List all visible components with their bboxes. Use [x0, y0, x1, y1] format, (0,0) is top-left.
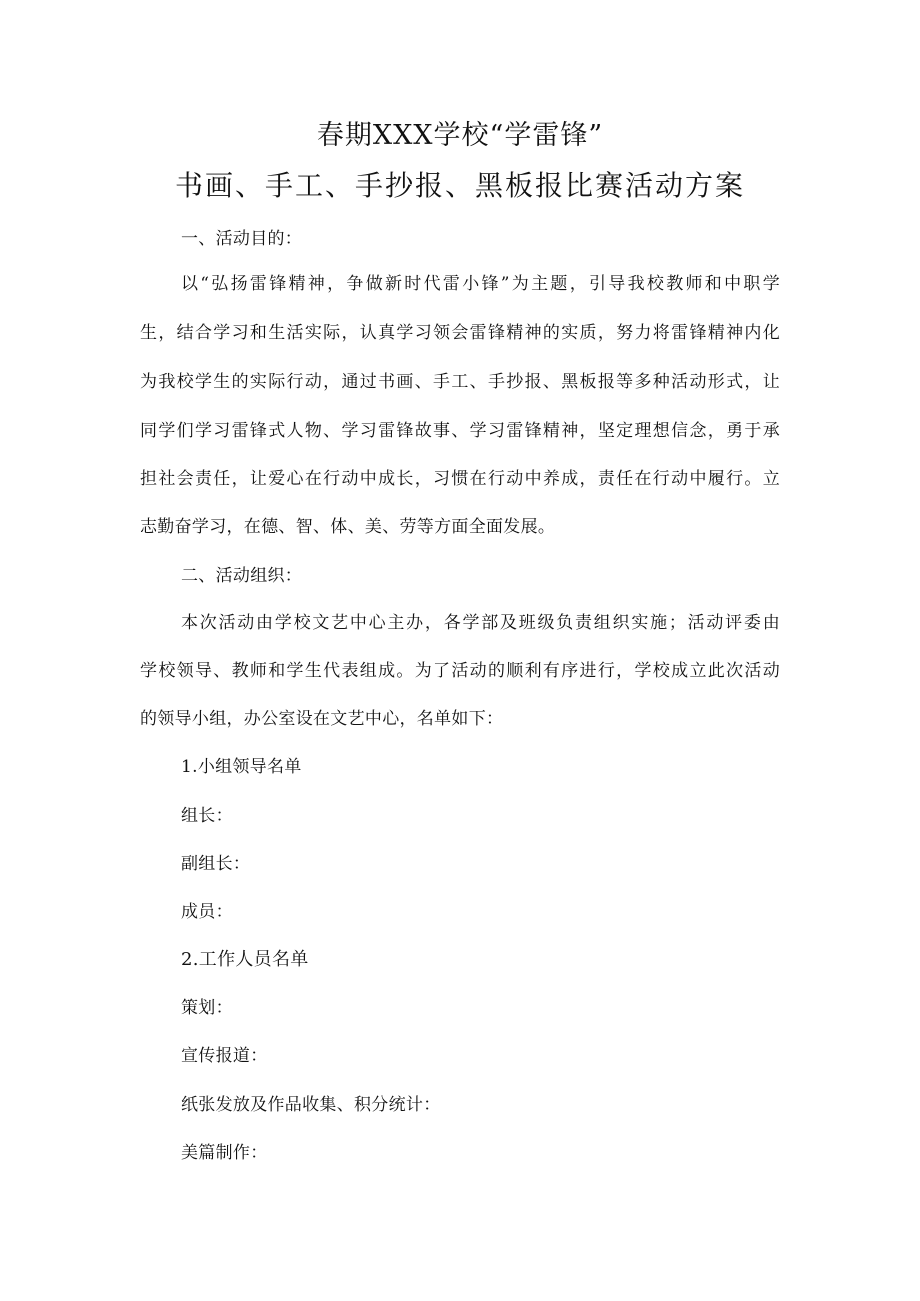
design-label: 美篇制作： — [181, 1143, 268, 1163]
section-1-line-3: 为我校学生的实际行动，通过书画、手工、手抄报、黑板报等多种活动形式，让 — [140, 372, 780, 392]
section-2-line-3: 的领导小组，办公室设在文艺中心，名单如下： — [140, 709, 504, 729]
section-1-line-1: 以“弘扬雷锋精神，争做新时代雷小锋”为主题，引导我校教师和中职学 — [181, 274, 780, 294]
publicity-label: 宣传报道： — [181, 1046, 268, 1066]
section-2-line-2: 学校领导、教师和学生代表组成。为了活动的顺利有序进行，学校成立此次活动 — [140, 661, 780, 681]
document-title-line-1: 春期XXX学校“学雷锋” — [316, 120, 604, 151]
group-leaders-heading: 1.小组领导名单 — [181, 757, 302, 777]
group-leader-label: 组长： — [181, 806, 233, 826]
paper-distribution-label: 纸张发放及作品收集、积分统计： — [181, 1095, 441, 1115]
section-1-line-4: 同学们学习雷锋式人物、学习雷锋故事、学习雷锋精神，坚定理想信念，勇于承 — [140, 421, 780, 441]
section-2-heading: 二、活动组织： — [181, 566, 303, 586]
planning-label: 策划： — [181, 998, 233, 1018]
section-1-heading: 一、活动目的： — [181, 229, 303, 249]
section-1-line-2: 生，结合学习和生活实际，认真学习领会雷锋精神的实质，努力将雷锋精神内化 — [140, 323, 780, 343]
section-2-line-1: 本次活动由学校文艺中心主办，各学部及班级负责组织实施；活动评委由 — [181, 613, 780, 633]
members-label: 成员： — [181, 902, 233, 922]
section-1-line-6: 志勤奋学习，在德、智、体、美、劳等方面全面发展。 — [140, 517, 556, 537]
staff-heading: 2.工作人员名单 — [181, 949, 309, 970]
section-1-line-5: 担社会责任，让爱心在行动中成长，习惯在行动中养成，责任在行动中履行。立 — [140, 469, 780, 489]
deputy-leader-label: 副组长： — [181, 854, 251, 874]
document-title-line-2: 书画、手工、手抄报、黑板报比赛活动方案 — [174, 169, 745, 202]
